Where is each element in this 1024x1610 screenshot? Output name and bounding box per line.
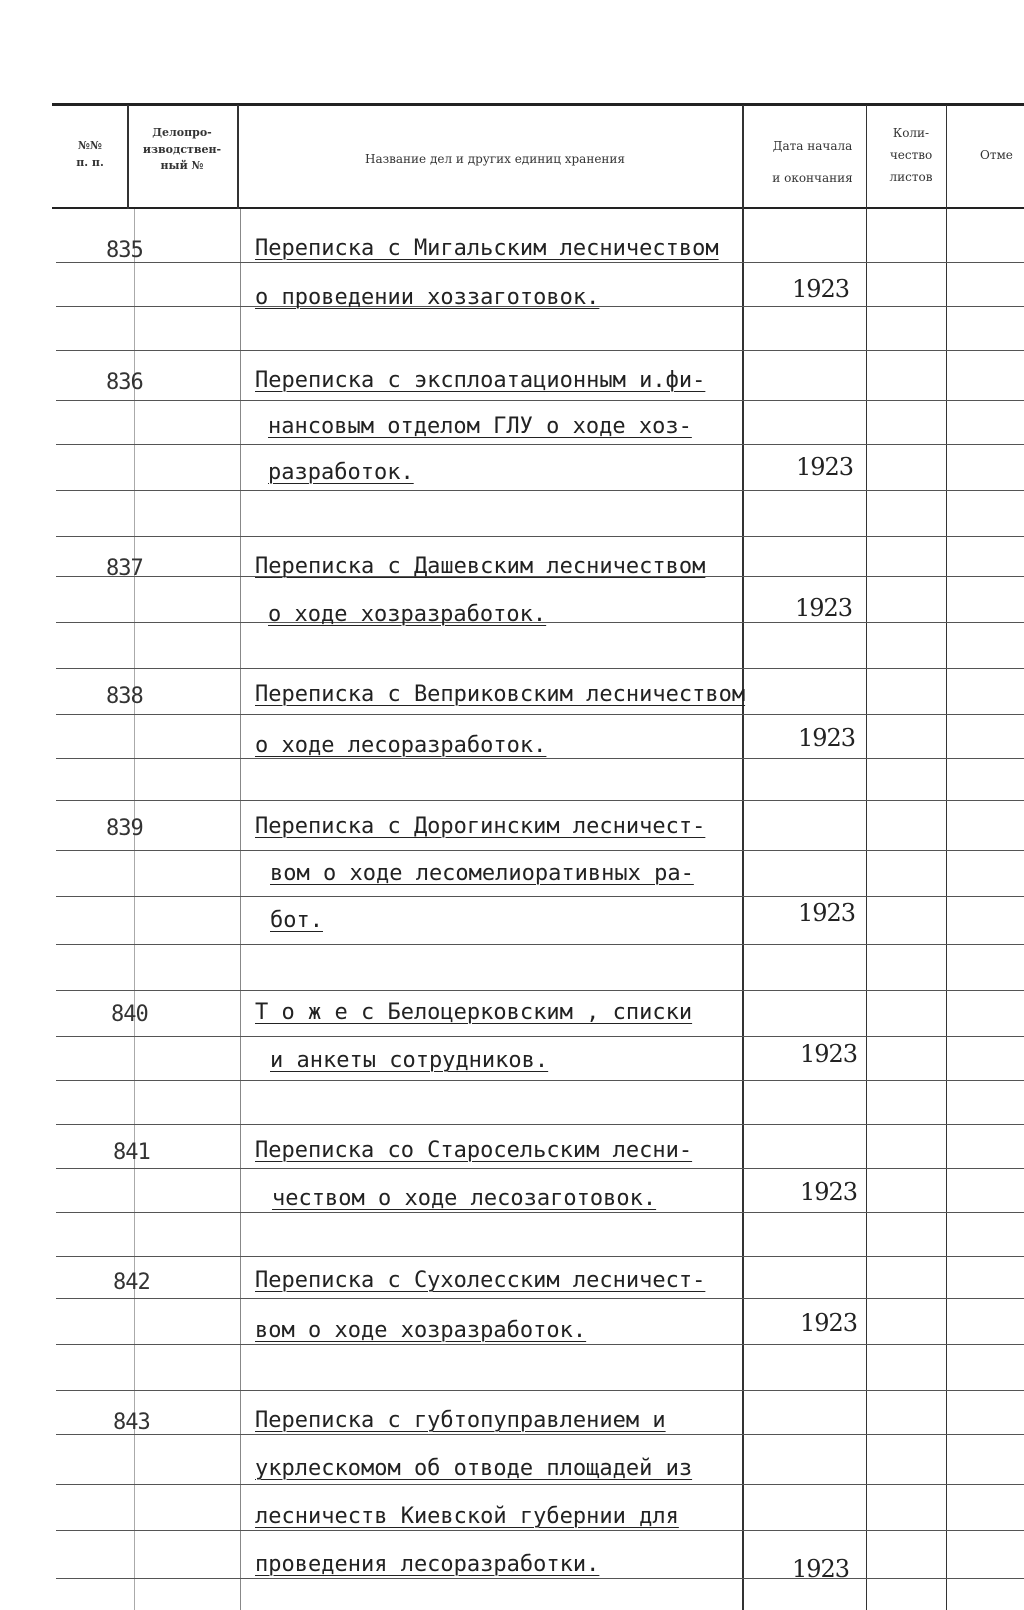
- entry-text-line: о проведении хоззаготовок.: [255, 285, 600, 310]
- ruled-line: [56, 714, 1024, 715]
- ruled-line: [56, 1212, 1024, 1213]
- entry-text-line: вом о ходе лесомелиоративных ра-: [270, 861, 694, 886]
- ruled-line: [56, 850, 1024, 851]
- ruled-line: [56, 1080, 1024, 1081]
- entry-number: 841: [113, 1140, 150, 1165]
- entry-text-line: Переписка с Дорогинским лесничест-: [255, 814, 706, 839]
- ruled-line: [56, 758, 1024, 759]
- entry-text-line: Переписка с губтопуправлением и: [255, 1408, 666, 1433]
- header-notes: Отме: [980, 148, 1013, 162]
- ruled-line: [56, 350, 1024, 351]
- ruled-line: [56, 1530, 1024, 1531]
- column-divider: [866, 105, 867, 1610]
- entry-number: 837: [106, 556, 143, 581]
- entry-text-line: о ходе хозразработок.: [268, 602, 547, 627]
- entry-number: 842: [113, 1270, 150, 1295]
- entry-number: 836: [106, 370, 143, 395]
- entry-text-line: укрлескомом об отводе площадей из: [255, 1456, 693, 1481]
- ruled-line: [56, 1344, 1024, 1345]
- entry-text-line: нансовым отделом ГЛУ о ходе хоз-: [268, 414, 692, 439]
- ruled-line: [56, 1168, 1024, 1169]
- entry-year: 1923: [798, 899, 856, 927]
- entry-text-line: разработок.: [268, 460, 414, 485]
- entry-number: 843: [113, 1410, 150, 1435]
- entry-year: 1923: [800, 1178, 858, 1206]
- ruled-line: [56, 944, 1024, 945]
- entry-year: 1923: [798, 724, 856, 752]
- entry-number: 840: [111, 1002, 148, 1027]
- ruled-line: [56, 1124, 1024, 1125]
- ruled-line: [56, 400, 1024, 401]
- header-number: №№ п. п.: [76, 139, 104, 169]
- header-bottom-rule: [52, 207, 1024, 209]
- entry-year: 1923: [792, 275, 850, 303]
- entry-number: 838: [106, 684, 143, 709]
- entry-text-line: Переписка с Сухолесским лесничест-: [255, 1268, 706, 1293]
- ruled-line: [56, 668, 1024, 669]
- entry-text-line: Переписка со Старосельским лесни-: [255, 1138, 693, 1163]
- entry-text-line: Т о ж е с Белоцерковским , списки: [255, 1000, 693, 1025]
- column-divider: [134, 209, 135, 1610]
- entry-text-line: проведения лесоразработки.: [255, 1552, 600, 1577]
- entry-number: 839: [106, 816, 143, 841]
- header-dates: Дата начала и окончания: [772, 139, 853, 186]
- header-title: Название дел и других единиц хранения: [364, 152, 625, 166]
- entry-year: 1923: [800, 1040, 858, 1068]
- ruled-line: [56, 490, 1024, 491]
- header-sheet-count: Коли- чество листов: [889, 126, 933, 185]
- entry-text-line: Переписка с Дашевским лесничеством: [255, 554, 706, 579]
- entry-year: 1923: [795, 594, 853, 622]
- entry-year: 1923: [792, 1555, 850, 1583]
- entry-text-line: о ходе лесоразработок.: [255, 733, 547, 758]
- ruled-line: [56, 1434, 1024, 1435]
- entry-text-line: и анкеты сотрудников.: [270, 1048, 549, 1073]
- ruled-line: [56, 536, 1024, 537]
- entry-year: 1923: [800, 1309, 858, 1337]
- entry-text-line: вом о ходе хозразработок.: [255, 1318, 587, 1343]
- ruled-line: [56, 800, 1024, 801]
- header-top-rule: [52, 103, 1024, 106]
- header-record-number: Делопро- изводствен- ный №: [142, 126, 222, 172]
- entry-text-line: Переписка с Веприковским лесничеством: [255, 682, 746, 707]
- ruled-line: [56, 1298, 1024, 1299]
- entry-year: 1923: [796, 453, 854, 481]
- ruled-line: [56, 444, 1024, 445]
- ruled-line: [56, 1390, 1024, 1391]
- ruled-line: [56, 1484, 1024, 1485]
- ruled-line: [56, 1578, 1024, 1579]
- ruled-line: [56, 1036, 1024, 1037]
- ruled-line: [56, 1256, 1024, 1257]
- column-divider: [240, 209, 241, 1610]
- ruled-line: [56, 262, 1024, 263]
- entry-text-line: Переписка с Мигальским лесничеством: [255, 236, 719, 261]
- ruled-line: [56, 896, 1024, 897]
- ruled-line: [56, 990, 1024, 991]
- entry-text-line: лесничеств Киевской губернии для: [255, 1504, 679, 1529]
- entry-text-line: бот.: [270, 908, 323, 933]
- column-divider: [742, 105, 744, 1610]
- entry-text-line: Переписка с эксплоатационным и.фи-: [255, 368, 706, 393]
- column-divider: [946, 105, 947, 1610]
- entry-number: 835: [106, 238, 143, 263]
- entry-text-line: чеством о ходе лесозаготовок.: [272, 1186, 657, 1211]
